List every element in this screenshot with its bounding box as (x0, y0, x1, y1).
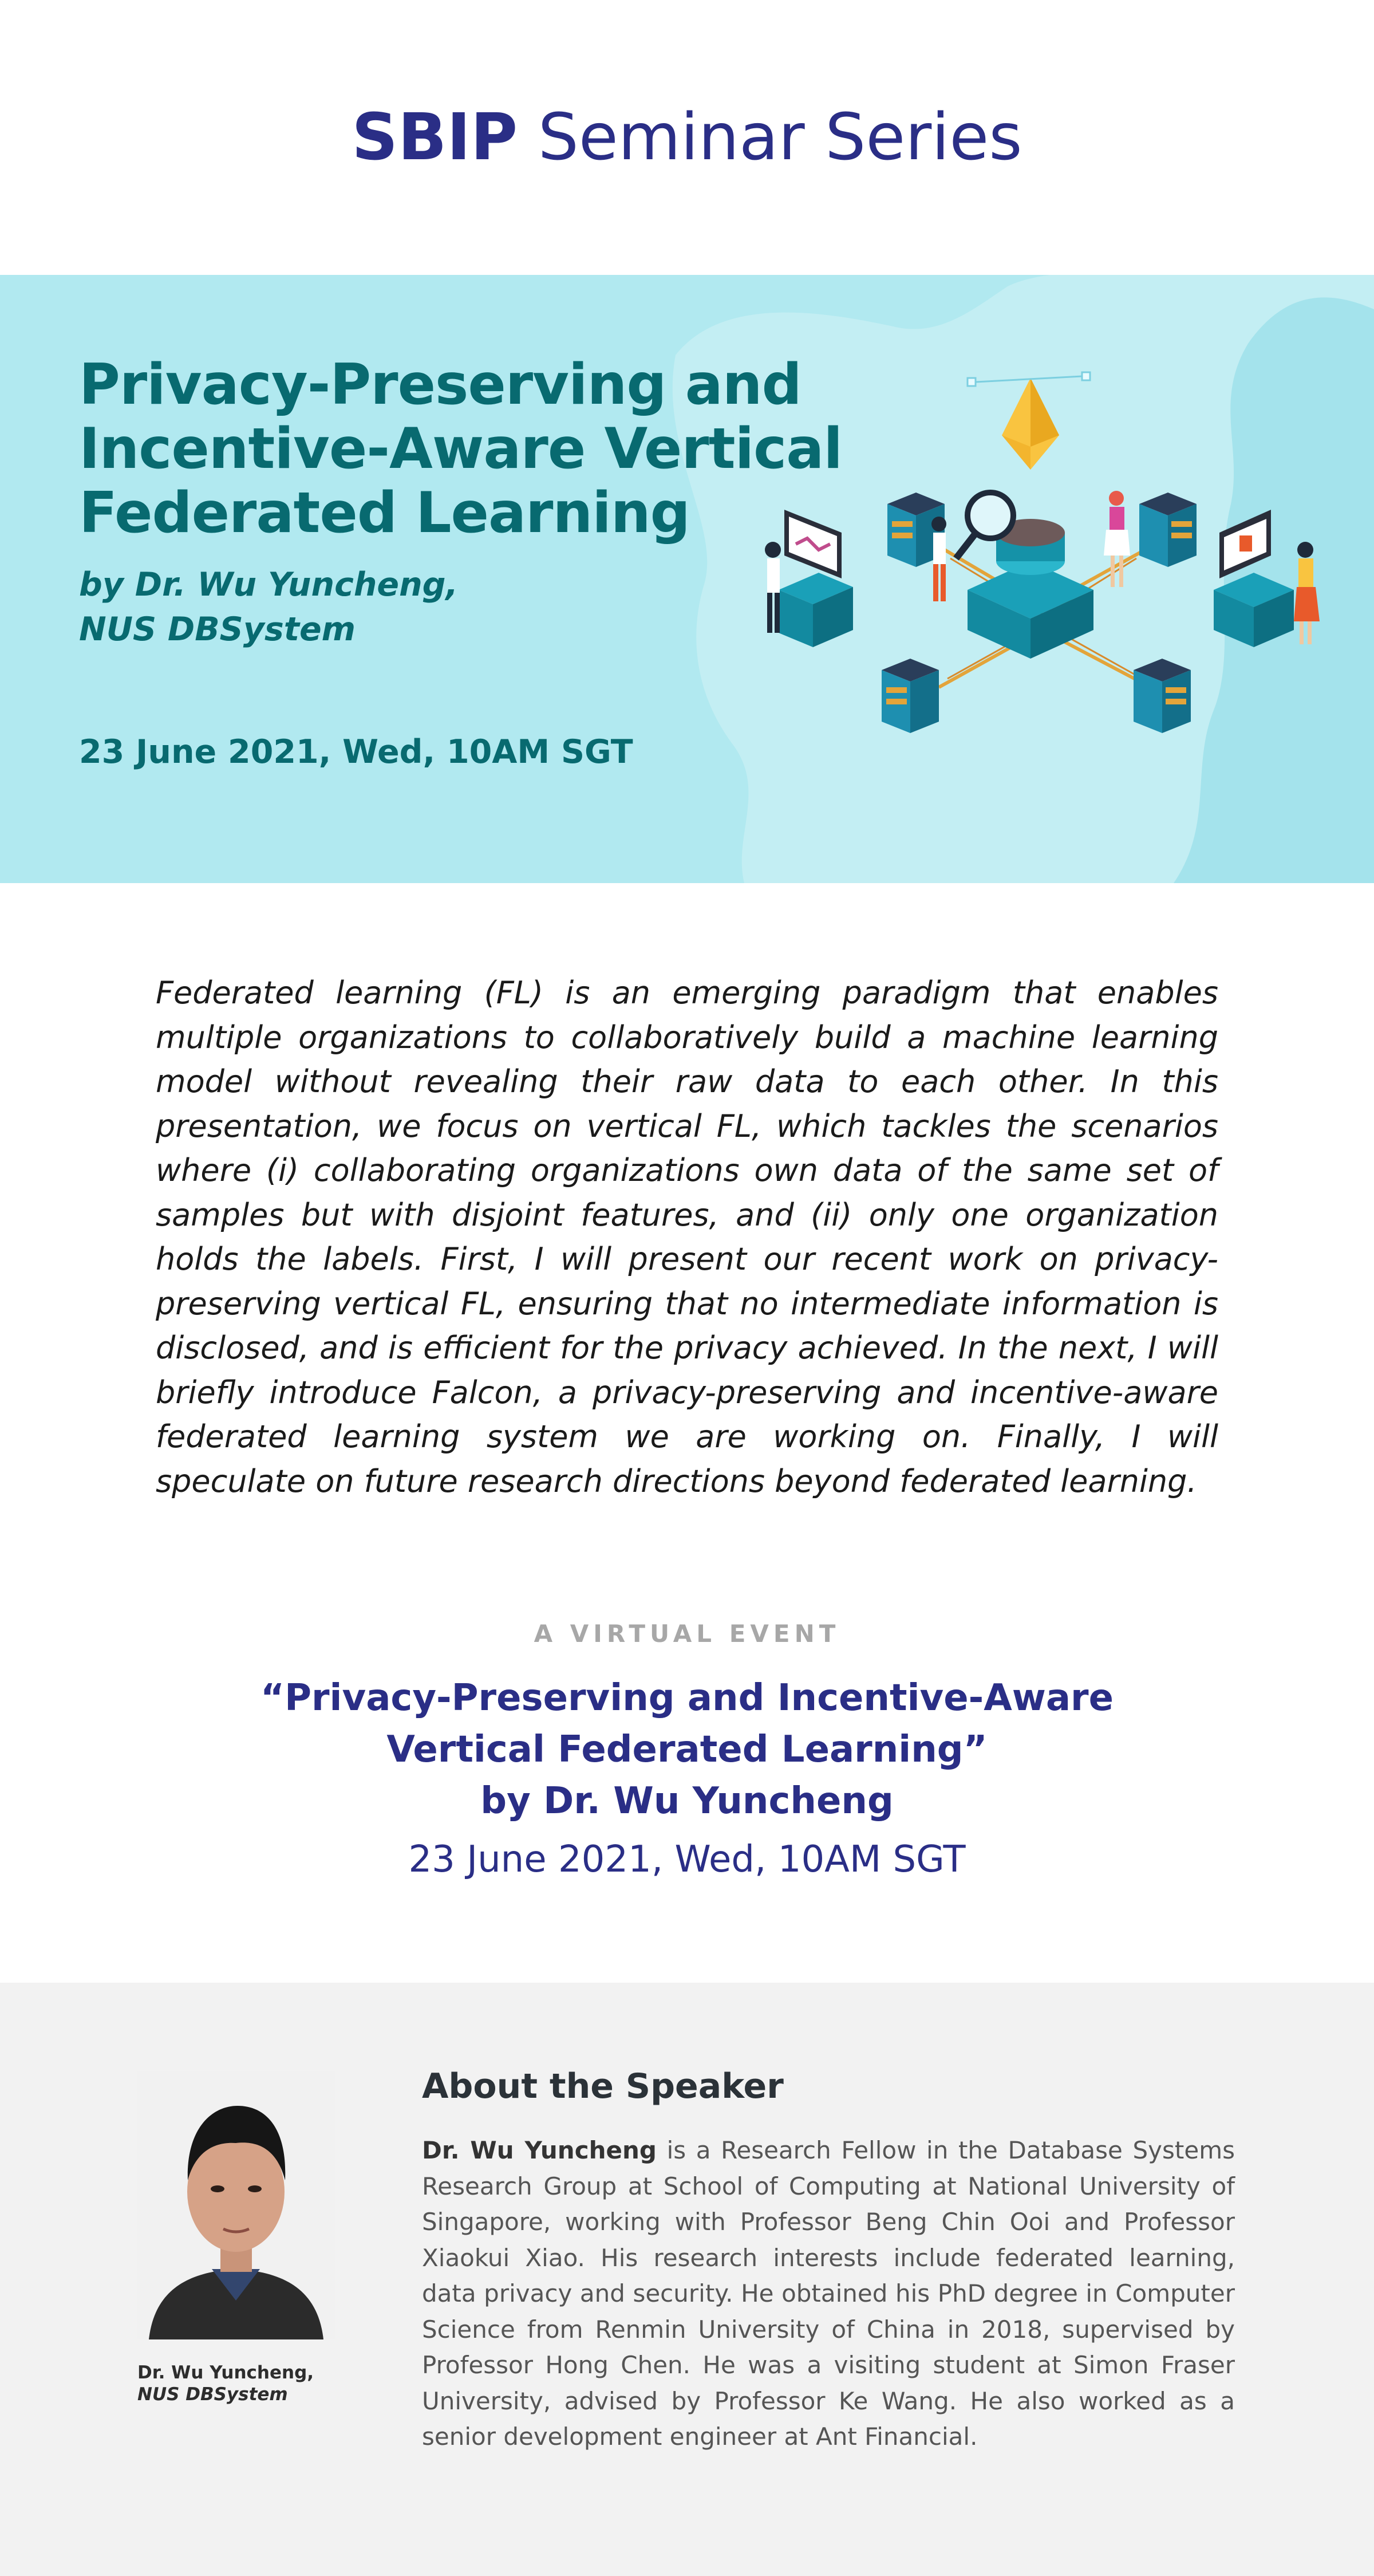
server-box (1134, 659, 1191, 733)
caption-name: Dr. Wu Yuncheng, (137, 2362, 314, 2383)
bio-speaker-name: Dr. Wu Yuncheng (422, 2136, 657, 2164)
talk-title-line: Incentive-Aware Vertical (79, 416, 842, 482)
monitor-icon (779, 510, 853, 647)
page-header (0, 0, 1374, 275)
event-type-label: A VIRTUAL EVENT (534, 1620, 840, 1648)
person-figure (931, 517, 946, 601)
about-speaker-section (0, 1983, 1374, 2576)
banner-speaker-name: by Dr. Wu Yuncheng, (79, 566, 459, 604)
event-title-line: by Dr. Wu Yuncheng (480, 1780, 894, 1822)
person-figure (1294, 542, 1320, 644)
talk-title-line: Privacy-Preserving and (79, 352, 802, 417)
federated-learning-illustration (756, 361, 1328, 796)
hero-banner (0, 275, 1374, 883)
speaker-bio (422, 2133, 1235, 2455)
caption-affiliation: NUS DBSystem (137, 2384, 288, 2405)
server-box (1139, 493, 1197, 567)
about-speaker-heading: About the Speaker (422, 2066, 784, 2106)
photo-caption (137, 2362, 314, 2405)
speaker-photo (137, 2071, 335, 2339)
banner-speaker (79, 562, 458, 652)
talk-title-line: Federated Learning (79, 480, 690, 546)
speaker-portrait-icon (137, 2071, 335, 2339)
person-figure (765, 542, 781, 633)
seminar-series-title (352, 100, 1022, 175)
event-title-line: “Privacy-Preserving and Incentive-Aware (260, 1677, 1114, 1719)
brand-name: SBIP (352, 100, 518, 175)
banner-date: 23 June 2021, Wed, 10AM SGT (79, 733, 633, 771)
talk-abstract: Federated learning (FL) is an emerging paradigm that enables multiple organizations to collaboratively build a machine learning model without revealing their raw data to each other. In this presentation, we focus on vertical FL, which tackles the scenarios where (i) collaborating organizations own data of the same set of samples but with disjoint features, and (ii) only one organization holds the labels. First, I will present our recent work on privacy-preserving vertical FL, ensuring that no intermediate information is disclosed, and is efficient for the privacy achieved. In the next, I will briefly introduce Falcon, a privacy-preserving and incentive-aware federated learning system we are working on. Finally, I will speculate on future research directions beyond federated learning. (156, 975, 1218, 1499)
server-box (882, 659, 939, 733)
series-name: Seminar Series (538, 100, 1022, 175)
person-figure (1104, 491, 1130, 587)
monitor-icon (1214, 510, 1294, 647)
event-title-line: Vertical Federated Learning” (386, 1728, 988, 1771)
banner-speaker-affiliation: NUS DBSystem (79, 610, 356, 648)
golden-diamond-icon (1002, 378, 1059, 470)
bio-text: is a Research Fellow in the Database Systems Research Group at School of Computing at National University of Singapore, working with Professor Beng Chin Ooi and Professor Xiaokui Xiao. His research interests include federated learning, data privacy and security. He obtained his PhD degree in Computer Science from Renmin University of China in 2018, supervised by Professor Hong Chen. He was a visiting student at Simon Fraser University, advised by Professor Ke Wang. He also worked as a senior development engineer at Ant Financial. (422, 2136, 1235, 2451)
event-date: 23 June 2021, Wed, 10AM SGT (408, 1838, 966, 1881)
event-title (0, 1672, 1374, 1827)
